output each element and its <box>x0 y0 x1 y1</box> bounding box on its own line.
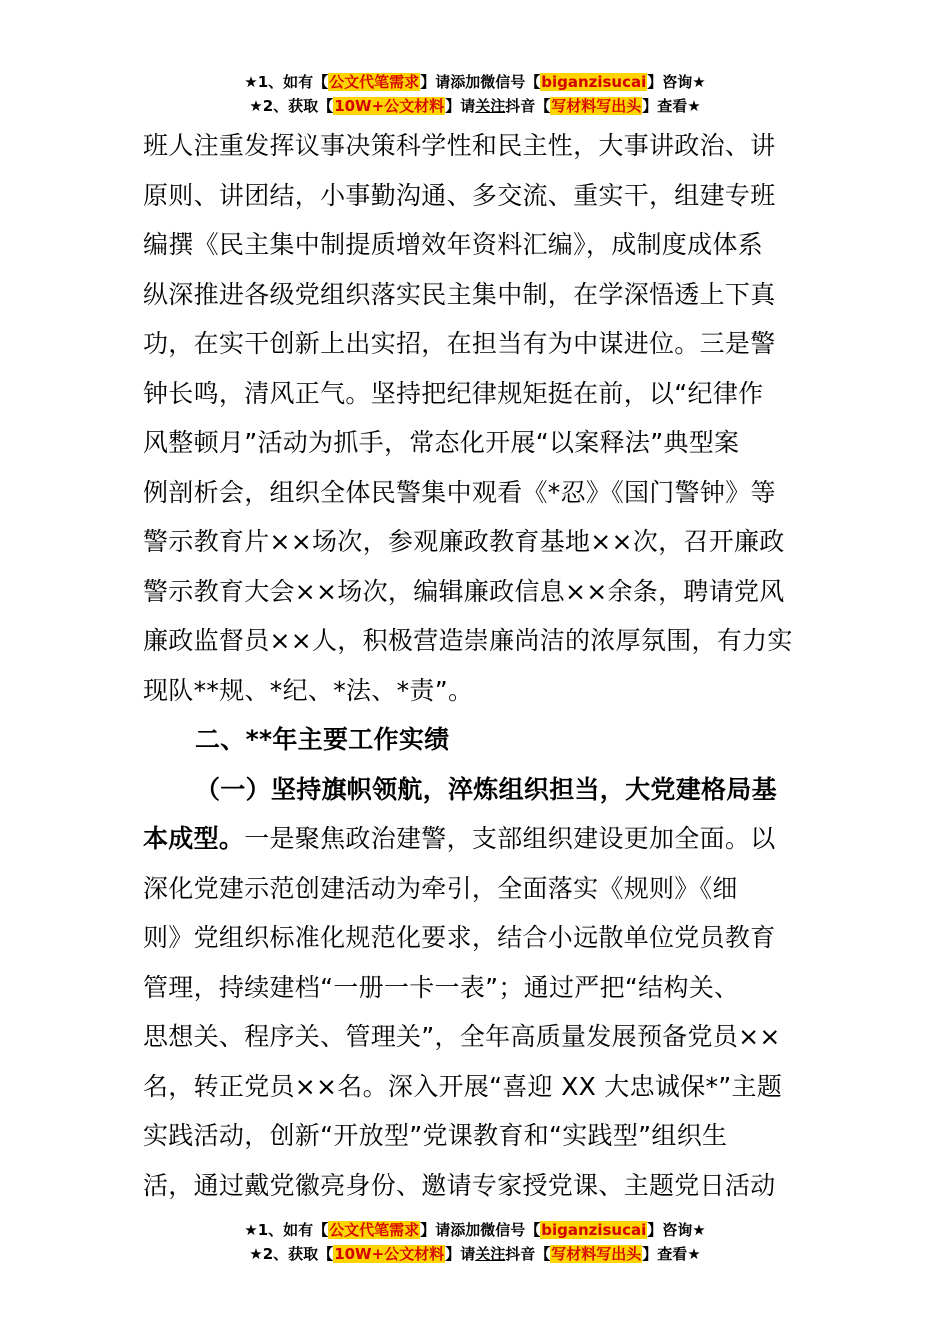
text-line: 警示教育片××场次，参观廉政教育基地××次，召开廉政 <box>143 527 785 556</box>
banner-text: 】请 <box>445 97 476 115</box>
text-line: 管理，持续建档“一册一卡一表”；通过严把“结构关、 <box>143 972 740 1002</box>
highlight-tag: 10W+公文材料 <box>334 1245 445 1263</box>
douyin-account-highlight: 写材料写出头 <box>551 1245 642 1263</box>
text-line: 编撰《民主集中制提质增效年资料汇编》，成制度成体系 <box>143 230 764 259</box>
banner-text: 】查看★ <box>642 97 701 115</box>
text-line: 例剖析会，组织全体民警集中观看《*忍》《国门警钟》等 <box>143 477 776 507</box>
text-line: 实践活动，创新“开放型”党课教育和“实践型”组织生 <box>143 1121 728 1150</box>
text-line: 钟长鸣，清风正气。坚持把纪律规矩挺在前，以“纪律作 <box>143 378 764 408</box>
text-line: 纵深推进各级党组织落实民主集中制，在学深悟透上下真 <box>143 279 776 309</box>
text-line: 风整顿月”活动为抓手，常态化开展“以案释法”典型案 <box>143 428 740 457</box>
text-line: 功，在实干创新上出实招，在担当有为中谋进位。三是警 <box>143 329 776 358</box>
highlight-tag: 公文代笔需求 <box>329 1221 420 1239</box>
text-line: 活，通过戴党徽亮身份、邀请专家授党课、主题党日活动 <box>143 1170 776 1200</box>
banner-line-2 <box>0 94 950 118</box>
paragraph-1 <box>143 121 808 715</box>
wechat-id-highlight: biganzisucai <box>541 73 647 91</box>
banner-text: ★1、如有【 <box>244 1221 329 1239</box>
text-line: 警示教育大会××场次，编辑廉政信息××余条，聘请党风 <box>143 576 785 606</box>
banner-text: 抖音【 <box>505 97 551 115</box>
underlined-text: 关注 <box>475 97 506 115</box>
heading-text: 二、**年主要工作实绩 <box>195 725 450 754</box>
douyin-account-highlight: 写材料写出头 <box>551 97 642 115</box>
banner-text: 】请添加微信号【 <box>420 73 541 91</box>
subsection-lead-end: 本成型。 <box>143 824 245 853</box>
banner-text: ★2、获取【 <box>249 97 334 115</box>
footer-ad-banner <box>0 1218 950 1266</box>
text-fragment: 一是聚焦政治建警，支部组织建设更加全面。以 <box>244 824 776 853</box>
text-line: 则》党组织标准化规范化要求，结合小远散单位党员教育 <box>143 923 776 952</box>
section-heading <box>143 715 808 765</box>
wechat-id-highlight: biganzisucai <box>541 1221 647 1239</box>
text-line: 现队**规、*纪、*法、*责”。 <box>143 675 474 705</box>
banner-line-1 <box>0 70 950 94</box>
text-line: 思想关、程序关、管理关”，全年高质量发展预备党员×× <box>143 1022 781 1051</box>
banner-text: 】查看★ <box>642 1245 701 1263</box>
text-line <box>143 814 808 864</box>
banner-text: 】请 <box>445 1245 476 1263</box>
banner-line-2 <box>0 1242 950 1266</box>
banner-text: ★1、如有【 <box>244 73 329 91</box>
banner-text: 】咨询★ <box>647 73 706 91</box>
banner-text: ★2、获取【 <box>249 1245 334 1263</box>
banner-text: 】咨询★ <box>647 1221 706 1239</box>
document-body <box>143 121 808 1210</box>
header-ad-banner <box>0 70 950 118</box>
subsection-lead: （一）坚持旗帜领航，淬炼组织担当，大党建格局基 <box>195 774 777 804</box>
text-line: 深化党建示范创建活动为牵引，全面落实《规则》《细 <box>143 873 738 903</box>
text-line: 班人注重发挥议事决策科学性和民主性，大事讲政治、讲 <box>143 131 776 160</box>
banner-line-1 <box>0 1218 950 1242</box>
text-line: 廉政监督员××人，积极营造崇廉尚洁的浓厚氛围，有力实 <box>143 626 793 655</box>
paragraph-2 <box>143 765 808 1211</box>
banner-text: 】请添加微信号【 <box>420 1221 541 1239</box>
text-line: 名，转正党员××名。深入开展“喜迎 XX 大忠诚保*”主题 <box>143 1071 783 1101</box>
highlight-tag: 公文代笔需求 <box>329 73 420 91</box>
banner-text: 抖音【 <box>505 1245 551 1263</box>
highlight-tag: 10W+公文材料 <box>334 97 445 115</box>
underlined-text: 关注 <box>475 1245 506 1263</box>
text-line: 原则、讲团结，小事勤沟通、多交流、重实干，组建专班 <box>143 180 776 210</box>
